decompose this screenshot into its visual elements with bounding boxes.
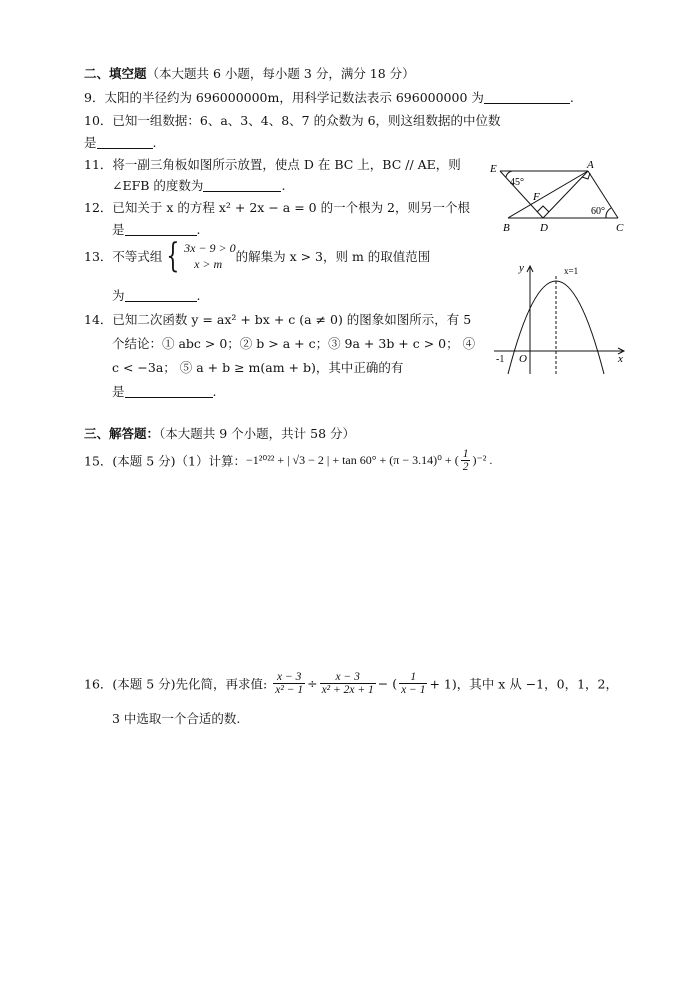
section2-header xyxy=(84,64,415,82)
period: . xyxy=(569,90,574,105)
question-15 xyxy=(84,448,492,473)
section3-heading: 三、解答题： xyxy=(84,426,160,441)
label-origin: O xyxy=(519,353,527,365)
question-number: 15． xyxy=(84,453,113,469)
question-11-line2 xyxy=(112,176,285,194)
fraction-2 xyxy=(320,671,376,696)
label-neg1: -1 xyxy=(496,354,505,365)
fraction-3 xyxy=(399,671,427,696)
question-text: 3 中选取一个合适的数. xyxy=(112,711,241,726)
question-text: 已知二次函数 y = ax² + bx + c (a ≠ 0) 的图象如图所示，有 5 xyxy=(112,312,472,327)
numerator: x − 3 xyxy=(273,671,305,684)
question-text: 已知一组数据：6、a、3、4、8、7 的众数为 6，则这组数据的中位数 xyxy=(112,113,501,128)
denominator: 2 xyxy=(462,461,469,473)
question-number: 13． xyxy=(84,249,113,264)
question-text: ∠EFB 的度数为 xyxy=(112,178,204,193)
question-text: 不等式组 xyxy=(112,249,163,264)
operator-divide: ÷ xyxy=(307,676,318,691)
section3-note: （本大题共 9 个小题，共计 58 分） xyxy=(159,426,356,441)
question-number: 14． xyxy=(84,312,113,327)
inequality-2: x > m xyxy=(194,257,223,271)
label-axis-x1: x=1 xyxy=(564,266,579,276)
question-13 xyxy=(84,236,431,276)
question-text: 为 xyxy=(112,288,125,303)
right-angle-mark-D xyxy=(537,206,549,212)
question-text: (本题 5 分)先化简，再求值: xyxy=(112,676,268,692)
math-expression: −1²⁰²² + | √3 − 2 | + tan 60° + (π − 3.14)⁰ + ( xyxy=(246,453,459,467)
question-13-line2 xyxy=(112,286,201,304)
period: . xyxy=(196,288,201,303)
numerator: 1 xyxy=(399,671,427,684)
section2-heading: 二、填空题 xyxy=(84,66,147,81)
label-y: y xyxy=(519,262,524,274)
triangle-figure xyxy=(488,158,628,236)
denominator: x² + 2x + 1 xyxy=(321,684,374,696)
question-number: 11． xyxy=(84,157,113,172)
question-text: 太阳的半径约为 696000000m，用科学记数法表示 696000000 为 xyxy=(104,90,484,105)
label-x: x xyxy=(618,353,623,365)
label-A: A xyxy=(587,159,594,171)
question-14-line4 xyxy=(112,382,217,400)
inequality-1: 3x − 9 > 0 xyxy=(184,241,236,255)
fraction-one-half xyxy=(461,448,471,473)
answer-blank[interactable] xyxy=(484,91,570,104)
question-14 xyxy=(84,310,471,328)
label-B: B xyxy=(503,222,510,234)
math-expression-end: )⁻² . xyxy=(472,453,493,467)
question-10-line2 xyxy=(84,133,157,151)
numerator: 1 xyxy=(462,448,469,460)
question-text: 是 xyxy=(112,222,125,237)
question-text: c < −3a； ⑤ a + b ≥ m(am + b)，其中正确的有 xyxy=(112,360,404,375)
question-16-line2 xyxy=(112,709,240,727)
label-60deg: 60° xyxy=(591,206,605,217)
question-9 xyxy=(84,88,574,106)
question-number: 16． xyxy=(84,676,113,692)
segment-AD xyxy=(543,171,588,218)
question-12-line2 xyxy=(112,220,201,238)
question-text: 已知关于 x 的方程 x² + 2x − a = 0 的一个根为 2，则另一个根 xyxy=(112,200,471,215)
section3-header xyxy=(84,424,355,442)
numerator: x − 3 xyxy=(320,671,376,684)
answer-blank[interactable] xyxy=(203,179,281,192)
label-C: C xyxy=(616,222,624,234)
question-number: 9． xyxy=(84,90,105,105)
answer-blank[interactable] xyxy=(125,289,197,302)
label-F: F xyxy=(533,191,540,203)
question-14-line2 xyxy=(112,334,475,352)
question-number: 10． xyxy=(84,113,113,128)
fraction-1 xyxy=(273,671,305,696)
period: . xyxy=(212,384,217,399)
label-D: D xyxy=(540,222,548,234)
question-text: (本题 5 分)（1）计算： xyxy=(112,453,247,469)
period: . xyxy=(152,135,157,150)
denominator: x² − 1 xyxy=(275,684,304,696)
period: . xyxy=(281,178,286,193)
question-text: 将一副三角板如图所示放置，使点 D 在 BC 上，BC // AE，则 xyxy=(112,157,461,172)
inequality-system xyxy=(184,240,236,272)
parabola-figure xyxy=(490,258,632,376)
answer-blank[interactable] xyxy=(97,136,153,149)
answer-blank[interactable] xyxy=(125,385,213,398)
question-text: 是 xyxy=(112,384,125,399)
question-text: 的解集为 x > 3，则 m 的取值范围 xyxy=(235,249,431,264)
question-14-line3 xyxy=(112,358,403,376)
question-11 xyxy=(84,155,461,173)
section2-note: （本大题共 6 小题，每小题 3 分，满分 18 分） xyxy=(146,66,415,81)
question-text: + 1)，其中 x 从 −1，0，1，2， xyxy=(429,676,618,692)
operator-minus: − ( xyxy=(377,676,398,691)
question-10 xyxy=(84,111,501,129)
question-16 xyxy=(84,671,618,696)
question-number: 12． xyxy=(84,200,113,215)
denominator: x − 1 xyxy=(401,684,426,696)
question-text: 个结论：① abc > 0；② b > a + c；③ 9a + 3b + c > 0； ④ xyxy=(112,336,476,351)
system-brace: { xyxy=(166,236,180,276)
label-45deg: 45° xyxy=(510,177,524,188)
answer-blank[interactable] xyxy=(125,223,197,236)
label-E: E xyxy=(490,163,497,175)
question-12 xyxy=(84,198,470,216)
angle-arc-C xyxy=(606,208,611,218)
question-text: 是 xyxy=(84,135,97,150)
period: . xyxy=(196,222,201,237)
